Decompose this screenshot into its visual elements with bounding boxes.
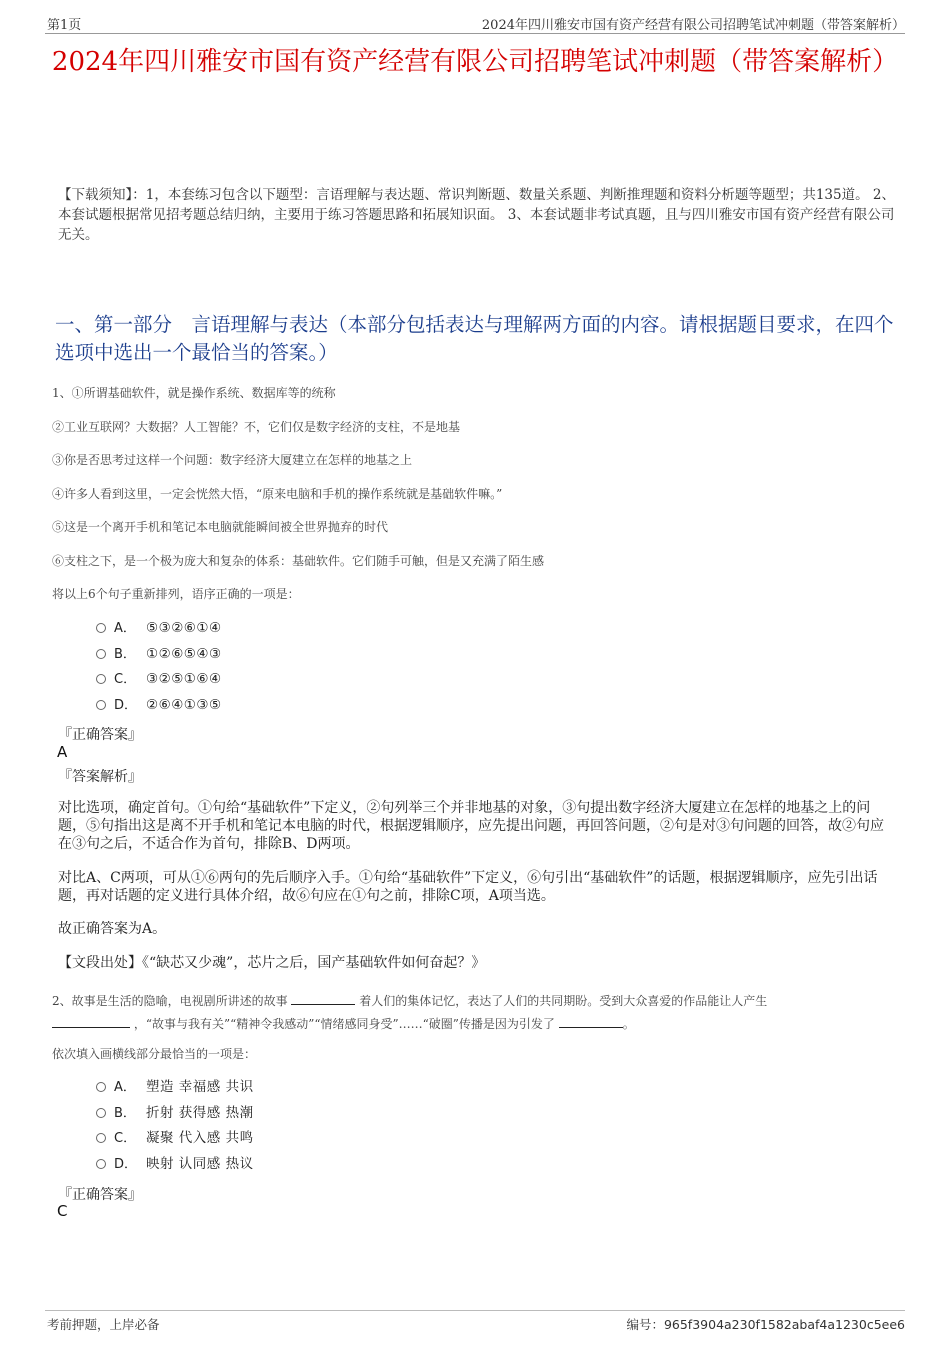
q2-answer-label: 『正确答案』 [58, 1187, 142, 1203]
radio-icon[interactable] [96, 1082, 106, 1092]
q2-prompt: 依次填入画横线部分最恰当的一项是： [52, 1047, 257, 1061]
footer-code-value: 965f3904a230f1582abaf4a1230c5ee6 [663, 1317, 905, 1332]
footer-code [626, 1315, 905, 1333]
radio-icon[interactable] [96, 623, 106, 633]
q2-stem-part-4: 。 [622, 1017, 635, 1031]
q2-stem-part-1: 2、故事是生活的隐喻，电视剧所讲述的故事 [52, 994, 288, 1008]
q1-source: 【文段出处】《“缺芯又少魂”，芯片之后，国产基础软件如何奋起？》 [58, 955, 486, 971]
q2-stem-part-3: ，“故事与我有关”“精神令我感动”“情绪感同身受”……“破圈”传播是因为引发了 [133, 1017, 555, 1031]
q1-prompt: 将以上6个句子重新排列，语序正确的一项是： [52, 587, 300, 601]
q1-option-c[interactable] [96, 667, 222, 693]
q1-sentence-6: ⑥支柱之下，是一个极为庞大和复杂的体系：基础软件。它们随手可触，但是又充满了陌生感 [52, 554, 545, 568]
q1-option-b[interactable] [96, 642, 222, 668]
q2-stem [52, 990, 900, 1036]
option-label: C． [114, 672, 137, 687]
radio-icon[interactable] [96, 1108, 106, 1118]
header-divider [45, 33, 905, 34]
option-text: 塑造 幸福感 共识 [146, 1079, 254, 1095]
q2-option-d[interactable] [96, 1152, 254, 1178]
option-label: B． [114, 1105, 136, 1121]
option-label: B． [114, 646, 136, 662]
radio-icon[interactable] [96, 649, 106, 659]
download-notice: 【下载须知】：1，本套练习包含以下题型：言语理解与表达题、常识判断题、数量关系题、判断推理题和资料分析题等题型；共135道。 2、本套试题根据常见招考题总结归纳，主要用于练习答题思路和拓展知识面。 3、本套试题非考试真题，且与四川雅安市国有资产经营有限公司无关。 [58, 187, 895, 243]
option-text: ②⑥④①③⑤ [146, 696, 222, 713]
radio-icon[interactable] [96, 700, 106, 710]
document-title: 2024年四川雅安市国有资产经营有限公司招聘笔试冲刺题（带答案解析） [51, 47, 899, 77]
section-heading: 一、第一部分 言语理解与表达（本部分包括表达与理解两方面的内容。请根据题目要求，在四个选项中选出一个最恰当的答案。） [55, 313, 894, 364]
option-text: ①②⑥⑤④③ [146, 645, 222, 662]
q1-analysis-conclusion: 故正确答案为A。 [58, 921, 167, 937]
q1-sentence-4: ④许多人看到这里，一定会恍然大悟，“原来电脑和手机的操作系统就是基础软件嘛。” [52, 487, 503, 501]
q1-analysis-paragraph-1: 对比选项，确定首句。①句给“基础软件”下定义，②句列举三个并非地基的对象，③句提出数字经济大厦建立在怎样的地基之上的问题，⑤句指出这是离不开手机和笔记本电脑的时代，根据逻辑顺序，应先提出问题，再回答问题，②句是对③句问题的回答，故②句应在③句之后，不适合作为首句，排除B、D两项。 [58, 800, 884, 852]
option-text: 映射 认同感 热议 [146, 1155, 254, 1172]
q2-option-c[interactable] [96, 1126, 254, 1152]
option-text: 凝聚 代入感 共鸣 [146, 1130, 254, 1146]
page-number: 第1页 [47, 18, 82, 33]
q1-answer: A [57, 743, 68, 761]
option-label: C． [114, 1131, 137, 1146]
q1-sentence-5: ⑤这是一个离开手机和笔记本电脑就能瞬间被全世界抛弃的时代 [52, 520, 389, 534]
q1-answer-label: 『正确答案』 [58, 727, 142, 743]
option-label: D． [114, 697, 138, 713]
q2-options [96, 1075, 254, 1177]
q1-sentence-2: ②工业互联网？大数据？人工智能？不，它们仅是数字经济的支柱，不是地基 [52, 420, 461, 434]
option-text: 折射 获得感 热潮 [146, 1104, 254, 1121]
q2-blank-3 [559, 1015, 623, 1028]
q1-options [96, 616, 222, 718]
q2-answer: C [57, 1202, 68, 1220]
radio-icon[interactable] [96, 1133, 106, 1143]
q2-stem-part-2: 着人们的集体记忆，表达了人们的共同期盼。受到大众喜爱的作品能让人产生 [359, 994, 768, 1008]
q1-sentence-3: ③你是否思考过这样一个问题：数字经济大厦建立在怎样的地基之上 [52, 453, 413, 467]
option-label: A． [114, 1080, 136, 1095]
running-header-title: 2024年四川雅安市国有资产经营有限公司招聘笔试冲刺题（带答案解析） [481, 18, 905, 33]
q2-option-b[interactable] [96, 1101, 254, 1127]
option-label: A． [114, 621, 136, 636]
radio-icon[interactable] [96, 1159, 106, 1169]
q2-blank-2 [52, 1015, 130, 1028]
q1-analysis-label: 『答案解析』 [58, 769, 142, 785]
option-text: ③②⑤①⑥④ [146, 671, 222, 687]
q2-option-a[interactable] [96, 1075, 254, 1101]
q1-option-d[interactable] [96, 693, 222, 719]
footer-code-label: 编号： [626, 1317, 664, 1332]
q1-analysis-paragraph-2: 对比A、C两项，可从①⑥两句的先后顺序入手。①句给“基础软件”下定义，⑥句引出“基础软件”的话题，根据逻辑顺序，应先引出话题，再对话题的定义进行具体介绍，故⑥句应在①句之前，排除C项，A项当选。 [58, 870, 878, 904]
q2-blank-1 [291, 992, 355, 1005]
option-label: D． [114, 1156, 138, 1172]
radio-icon[interactable] [96, 674, 106, 684]
footer-slogan: 考前押题，上岸必备 [47, 1317, 160, 1332]
q1-option-a[interactable] [96, 616, 222, 642]
option-text: ⑤③②⑥①④ [146, 620, 222, 636]
footer-divider [45, 1310, 905, 1311]
q1-sentence-1: 1、①所谓基础软件，就是操作系统、数据库等的统称 [52, 386, 336, 400]
